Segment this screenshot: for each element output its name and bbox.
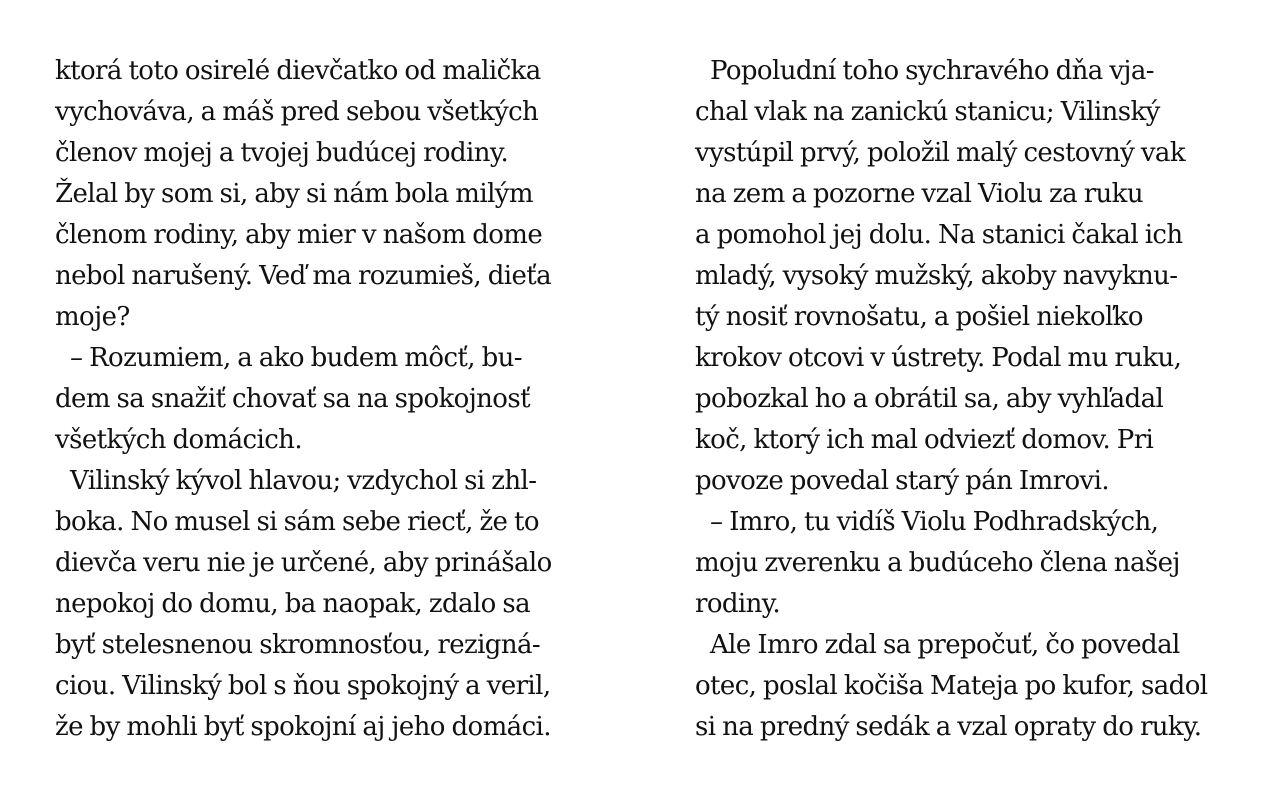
text-line: dem sa snažiť chovať sa na spokojnosť — [55, 384, 530, 414]
text-line: nebol narušený. Veď ma rozumieš, dieťa — [55, 261, 552, 291]
text-line: byť stelesnenou skromnosťou, rezigná- — [55, 630, 541, 660]
text-line: na zem a pozorne vzal Violu za ruku — [695, 179, 1143, 209]
text-line: moju zverenku a budúceho člena našej — [695, 548, 1180, 578]
text-line: pobozkal ho a obrátil sa, aby vyhľadal — [695, 384, 1164, 414]
text-line: chal vlak na zanickú stanicu; Vilinský — [695, 97, 1160, 127]
text-line: vystúpil prvý, položil malý cestovný vak — [695, 138, 1185, 168]
text-line: Ale Imro zdal sa prepočuť, čo povedal — [710, 630, 1180, 660]
text-line: krokov otcovi v ústrety. Podal mu ruku, — [695, 343, 1182, 373]
text-line: ktorá toto osirelé dievčatko od malička — [55, 56, 541, 86]
text-line: tý nosiť rovnošatu, a pošiel niekoľko — [695, 302, 1143, 332]
text-line: členov mojej a tvojej budúcej rodiny. — [55, 138, 509, 168]
text-line: Vilinský kývol hlavou; vzdychol si zhl- — [70, 466, 537, 496]
text-line: mladý, vysoký mužský, akoby navyknu- — [695, 261, 1178, 291]
text-line: všetkých domácich. — [55, 425, 302, 455]
text-line: a pomohol jej dolu. Na stanici čakal ich — [695, 220, 1183, 250]
text-line: rodiny. — [695, 589, 781, 619]
text-line: boka. No musel si sám sebe riecť, že to — [55, 507, 539, 537]
text-line: moje? — [55, 302, 130, 332]
text-line: si na predný sedák a vzal opraty do ruky. — [695, 712, 1202, 742]
text-line: – Rozumiem, a ako budem môcť, bu- — [70, 343, 522, 373]
text-line: Popoludní toho sychravého dňa vja- — [710, 56, 1154, 86]
text-line: – Imro, tu vidíš Violu Podhradských, — [710, 507, 1159, 537]
text-line: ciou. Vilinský bol s ňou spokojný a veril, — [55, 671, 551, 701]
text-line: Želal by som si, aby si nám bola milým — [55, 179, 533, 209]
text-line: že by mohli byť spokojní aj jeho domáci. — [55, 712, 551, 742]
text-line: dievča veru nie je určené, aby prinášalo — [55, 548, 552, 578]
text-line: povoze povedal starý pán Imrovi. — [695, 466, 1109, 496]
left-page — [55, 51, 615, 748]
text-line: nepokoj do domu, ba naopak, zdalo sa — [55, 589, 531, 619]
text-line: otec, poslal kočiša Mateja po kufor, sadol — [695, 671, 1208, 701]
text-line: vychováva, a máš pred sebou všetkých — [55, 97, 539, 127]
text-line: členom rodiny, aby mier v našom dome — [55, 220, 543, 250]
right-page — [695, 51, 1255, 748]
text-line: koč, ktorý ich mal odviezť domov. Pri — [695, 425, 1154, 455]
